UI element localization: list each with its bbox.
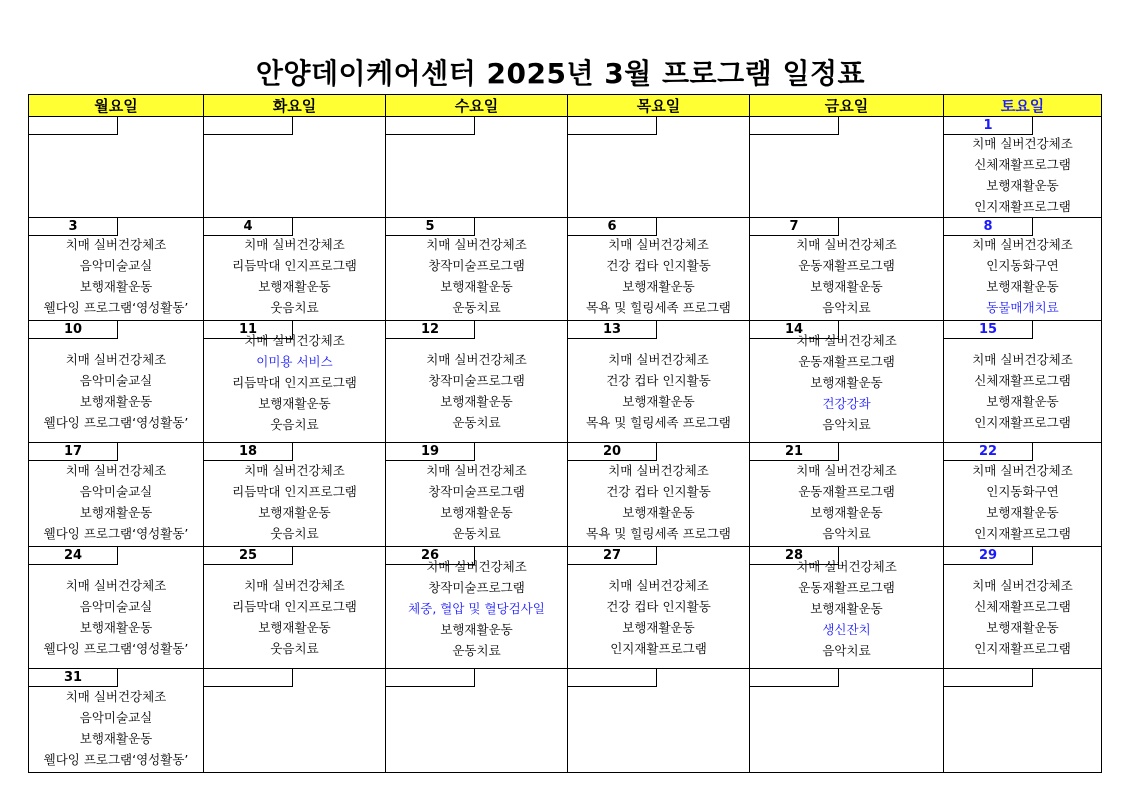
activity-item: 운동재활프로그램 (798, 483, 895, 499)
day-cell (944, 443, 1102, 547)
activity-item: 웃음치료 (270, 300, 319, 315)
day-number: 11 (204, 321, 293, 339)
day-number: 15 (944, 321, 1033, 339)
activity-item: 치매 실버건강체조 (426, 351, 527, 367)
activity-item: 창작미술프로그램 (428, 258, 525, 273)
day-number: 3 (29, 218, 118, 236)
day-number: 17 (29, 443, 118, 461)
highlighted-activity: 동물매개치료 (986, 300, 1059, 315)
day-cell (944, 669, 1102, 773)
day-number: 10 (29, 321, 118, 339)
day-cell (204, 547, 386, 669)
activity-item: 건강 컵타 인지활동 (606, 598, 711, 614)
activity-item: 치매 실버건강체조 (65, 577, 167, 593)
day-cell (944, 321, 1102, 443)
activity-list (944, 460, 1101, 544)
day-number: 13 (568, 321, 657, 339)
weekday-header-mon: 월요일 (29, 95, 204, 117)
activity-item: 보행재활운동 (258, 504, 331, 520)
week-row (29, 321, 1102, 443)
activity-item: 음악치료 (822, 525, 871, 541)
day-number: 6 (568, 218, 657, 236)
day-number: 26 (386, 547, 475, 565)
activity-item: 치매 실버건강체조 (972, 136, 1073, 151)
day-cell (386, 669, 568, 773)
activity-list (29, 575, 203, 659)
day-cell (204, 218, 386, 321)
activity-item: 음악치료 (822, 300, 871, 315)
activity-item: 운동재활프로그램 (798, 354, 895, 369)
activity-item: 음악미술교실 (79, 258, 153, 273)
activity-item: 보행재활운동 (622, 393, 695, 409)
activity-item: 웰다잉 프로그램‘영성활동’ (43, 300, 189, 315)
day-cell (386, 218, 568, 321)
activity-item: 인지재활프로그램 (974, 640, 1071, 656)
activity-list (750, 330, 943, 435)
day-number: 4 (204, 218, 293, 236)
day-number (750, 669, 839, 687)
day-number: 18 (204, 443, 293, 461)
day-number: 7 (750, 218, 839, 236)
activity-item: 창작미술프로그램 (428, 372, 525, 388)
activity-item: 음악미술교실 (79, 709, 153, 725)
weekday-header-row (29, 95, 1102, 117)
activity-item: 보행재활운동 (258, 619, 331, 635)
activity-item: 보행재활운동 (258, 396, 331, 411)
day-number: 25 (204, 547, 293, 565)
day-cell (568, 321, 750, 443)
day-cell (944, 117, 1102, 218)
activity-item: 리듬막대 인지프로그램 (232, 483, 357, 499)
activity-item: 치매 실버건강체조 (796, 462, 897, 478)
activity-list (568, 349, 749, 433)
activity-list (204, 330, 385, 435)
activity-item: 인지재활프로그램 (974, 525, 1071, 541)
highlighted-activity: 생신잔치 (822, 622, 871, 637)
activity-item: 치매 실버건강체조 (65, 351, 167, 367)
activity-item: 보행재활운동 (622, 619, 695, 635)
activity-list (386, 234, 567, 318)
activity-item: 리듬막대 인지프로그램 (232, 258, 357, 273)
activity-item: 보행재활운동 (986, 393, 1059, 409)
activity-item: 보행재활운동 (986, 619, 1059, 635)
activity-item: 치매 실버건강체조 (796, 559, 897, 574)
activity-item: 치매 실버건강체조 (244, 237, 345, 252)
activity-list (29, 686, 203, 770)
activity-item: 운동치료 (452, 643, 501, 658)
day-cell (568, 117, 750, 218)
week-row (29, 669, 1102, 773)
activity-list (750, 234, 943, 318)
day-cell (386, 117, 568, 218)
activity-item: 리듬막대 인지프로그램 (232, 375, 357, 390)
activity-item: 웰다잉 프로그램‘영성활동’ (43, 525, 189, 541)
day-number (568, 669, 657, 687)
day-cell (944, 547, 1102, 669)
activity-item: 웃음치료 (270, 417, 319, 432)
day-number: 1 (944, 117, 1033, 135)
activity-item: 치매 실버건강체조 (608, 577, 709, 593)
activity-item: 치매 실버건강체조 (65, 688, 167, 704)
activity-item: 치매 실버건강체조 (972, 577, 1073, 593)
activity-item: 치매 실버건강체조 (796, 237, 897, 252)
activity-item: 목욕 및 힐링세족 프로그램 (586, 300, 731, 315)
day-cell (29, 443, 204, 547)
calendar-table (28, 94, 1102, 773)
activity-list (944, 575, 1101, 659)
highlighted-activity: 체중, 혈압 및 혈당검사일 (408, 601, 545, 616)
activity-item: 운동재활프로그램 (798, 258, 895, 273)
activity-item: 창작미술프로그램 (428, 483, 525, 499)
activity-item: 치매 실버건강체조 (972, 237, 1073, 252)
day-cell (29, 669, 204, 773)
activity-item: 치매 실버건강체조 (244, 462, 345, 478)
weekday-header-fri: 금요일 (750, 95, 944, 117)
day-cell (944, 218, 1102, 321)
day-number (386, 669, 475, 687)
weekday-header-thu: 목요일 (568, 95, 750, 117)
activity-item: 운동치료 (452, 414, 501, 430)
day-number: 28 (750, 547, 839, 565)
activity-item: 건강 컵타 인지활동 (606, 258, 711, 273)
activity-item: 목욕 및 힐링세족 프로그램 (586, 414, 731, 430)
day-cell (204, 321, 386, 443)
activity-list (204, 575, 385, 659)
day-cell (204, 117, 386, 218)
day-cell (750, 218, 944, 321)
activity-item: 웰다잉 프로그램‘영성활동’ (43, 414, 189, 430)
activity-item: 치매 실버건강체조 (608, 237, 709, 252)
activity-item: 보행재활운동 (440, 279, 513, 294)
day-number: 31 (29, 669, 118, 687)
activity-item: 보행재활운동 (440, 504, 513, 520)
day-cell (568, 669, 750, 773)
activity-item: 보행재활운동 (79, 730, 153, 746)
weekday-header-wed: 수요일 (386, 95, 568, 117)
activity-item: 보행재활운동 (79, 279, 153, 294)
activity-item: 치매 실버건강체조 (972, 462, 1073, 478)
day-number (944, 669, 1033, 687)
day-cell (750, 443, 944, 547)
day-number: 24 (29, 547, 118, 565)
activity-item: 신체재활프로그램 (974, 157, 1071, 172)
activity-item: 인지동화구연 (986, 483, 1059, 499)
day-cell (750, 669, 944, 773)
activity-list (568, 460, 749, 544)
day-number: 22 (944, 443, 1033, 461)
week-row (29, 117, 1102, 218)
highlighted-activity: 이미용 서비스 (256, 354, 333, 369)
activity-item: 신체재활프로그램 (974, 598, 1071, 614)
activity-item: 건강 컵타 인지활동 (606, 483, 711, 499)
day-number: 29 (944, 547, 1033, 565)
day-cell (204, 443, 386, 547)
day-number (386, 117, 475, 135)
activity-item: 보행재활운동 (79, 504, 153, 520)
activity-item: 인지재활프로그램 (974, 414, 1071, 430)
day-cell (204, 669, 386, 773)
day-number: 27 (568, 547, 657, 565)
highlighted-activity: 건강강좌 (822, 396, 871, 411)
activity-list (750, 460, 943, 544)
activity-list (386, 349, 567, 433)
week-row (29, 218, 1102, 321)
activity-item: 치매 실버건강체조 (65, 462, 167, 478)
activity-item: 보행재활운동 (810, 504, 883, 520)
activity-item: 치매 실버건강체조 (796, 333, 897, 348)
activity-item: 보행재활운동 (79, 393, 153, 409)
activity-item: 보행재활운동 (810, 375, 883, 390)
activity-list (204, 460, 385, 544)
activity-list (386, 556, 567, 661)
week-row (29, 547, 1102, 669)
day-number: 5 (386, 218, 475, 236)
day-cell (29, 321, 204, 443)
day-number: 19 (386, 443, 475, 461)
activity-item: 치매 실버건강체조 (244, 577, 345, 593)
week-row (29, 443, 1102, 547)
day-cell (29, 547, 204, 669)
activity-item: 보행재활운동 (79, 619, 153, 635)
day-cell (568, 443, 750, 547)
activity-item: 보행재활운동 (986, 279, 1059, 294)
activity-item: 운동치료 (452, 300, 501, 315)
activity-list (568, 234, 749, 318)
day-cell (29, 117, 204, 218)
activity-item: 음악미술교실 (79, 598, 153, 614)
activity-item: 운동치료 (452, 525, 501, 541)
activity-item: 창작미술프로그램 (428, 580, 525, 595)
activity-list (944, 133, 1101, 217)
day-cell (386, 547, 568, 669)
day-cell (568, 218, 750, 321)
activity-item: 인지동화구연 (986, 258, 1059, 273)
weekday-header-tue: 화요일 (204, 95, 386, 117)
activity-list (204, 234, 385, 318)
activity-item: 음악미술교실 (79, 372, 153, 388)
day-cell (29, 218, 204, 321)
activity-item: 치매 실버건강체조 (426, 559, 527, 574)
day-number: 8 (944, 218, 1033, 236)
day-number (204, 669, 293, 687)
day-number: 14 (750, 321, 839, 339)
activity-item: 치매 실버건강체조 (65, 237, 167, 252)
activity-list (944, 234, 1101, 318)
activity-item: 음악치료 (822, 643, 871, 658)
day-cell (750, 117, 944, 218)
activity-item: 음악치료 (822, 417, 871, 432)
activity-item: 인지재활프로그램 (974, 199, 1071, 214)
activity-item: 보행재활운동 (622, 504, 695, 520)
activity-list (750, 556, 943, 661)
activity-item: 보행재활운동 (810, 601, 883, 616)
day-number (204, 117, 293, 135)
activity-item: 보행재활운동 (440, 622, 513, 637)
activity-item: 웰다잉 프로그램‘영성활동’ (43, 640, 189, 656)
activity-list (568, 575, 749, 659)
activity-item: 보행재활운동 (810, 279, 883, 294)
activity-list (29, 460, 203, 544)
activity-item: 웃음치료 (270, 640, 319, 656)
day-number: 12 (386, 321, 475, 339)
day-cell (386, 321, 568, 443)
activity-item: 신체재활프로그램 (974, 372, 1071, 388)
activity-item: 보행재활운동 (622, 279, 695, 294)
activity-list (386, 460, 567, 544)
activity-list (944, 349, 1101, 433)
day-number: 20 (568, 443, 657, 461)
activity-item: 치매 실버건강체조 (426, 462, 527, 478)
activity-item: 웃음치료 (270, 525, 319, 541)
activity-item: 보행재활운동 (440, 393, 513, 409)
activity-item: 인지재활프로그램 (610, 640, 707, 656)
day-number (568, 117, 657, 135)
day-number (29, 117, 118, 135)
activity-item: 건강 컵타 인지활동 (606, 372, 711, 388)
activity-item: 음악미술교실 (79, 483, 153, 499)
day-number (750, 117, 839, 135)
activity-item: 치매 실버건강체조 (244, 333, 345, 348)
activity-item: 운동재활프로그램 (798, 580, 895, 595)
page-title: 안양데이케어센터 2025년 3월 프로그램 일정표 (255, 57, 866, 90)
day-number: 21 (750, 443, 839, 461)
day-cell (750, 321, 944, 443)
activity-item: 보행재활운동 (258, 279, 331, 294)
activity-item: 웰다잉 프로그램‘영성활동’ (43, 751, 189, 767)
activity-list (29, 349, 203, 433)
activity-item: 치매 실버건강체조 (608, 351, 709, 367)
activity-item: 보행재활운동 (986, 504, 1059, 520)
activity-item: 보행재활운동 (986, 178, 1059, 193)
weekday-header-sat: 토요일 (944, 95, 1102, 117)
activity-item: 치매 실버건강체조 (972, 351, 1073, 367)
activity-item: 목욕 및 힐링세족 프로그램 (586, 525, 731, 541)
day-cell (568, 547, 750, 669)
day-cell (750, 547, 944, 669)
activity-item: 리듬막대 인지프로그램 (232, 598, 357, 614)
activity-item: 치매 실버건강체조 (426, 237, 527, 252)
day-cell (386, 443, 568, 547)
activity-item: 치매 실버건강체조 (608, 462, 709, 478)
activity-list (29, 234, 203, 318)
